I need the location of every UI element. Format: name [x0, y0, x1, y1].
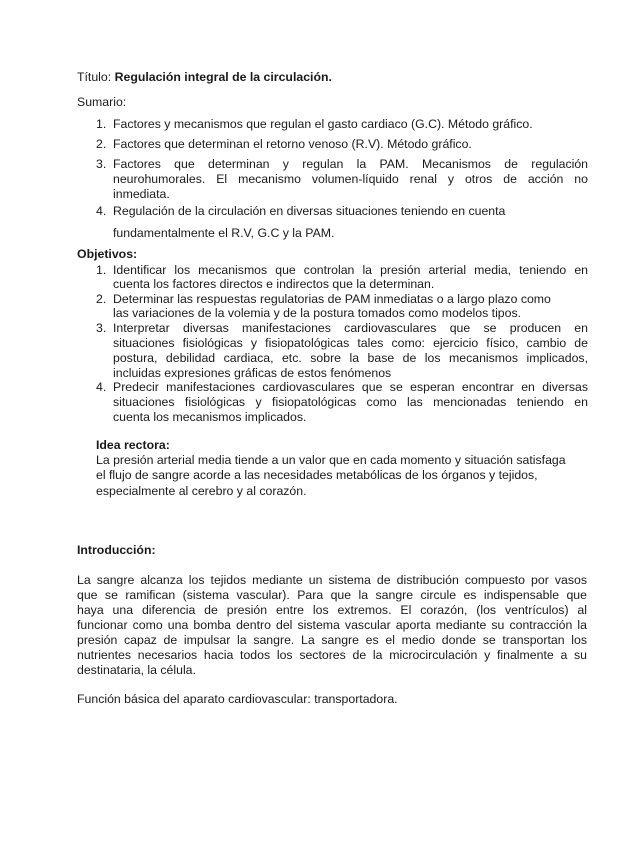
objetivos-heading: Objetivos:	[77, 247, 138, 261]
objetivo-1-line: cuenta los factores directos e indirectos que la determinan.	[113, 277, 435, 291]
idea-rectora-line: especialmente al cerebro y al corazón.	[96, 484, 307, 498]
introduccion-line: nutrientes necesarios hacia todos los sectores de la microcirculación y finalmente a su	[77, 648, 587, 662]
sumario-heading: Sumario:	[77, 95, 127, 109]
sumario-item-number: 3.	[96, 157, 107, 171]
objetivo-2-line: Determinar las respuestas regulatorias de PAM inmediatas o a largo plazo como	[113, 292, 551, 306]
sumario-item-number: 4.	[96, 204, 107, 218]
objetivo-3-line: incluidas expresiones gráficas de estos fenómenos	[113, 366, 392, 380]
introduccion-line: funcionar como una bomba dentro del sistema vascular aporta mediante su contracción la	[77, 618, 587, 632]
objetivo-3-line: situaciones fisiológicas y fisiopatológicas tales como: ejercicio físico, cambio de	[113, 336, 588, 350]
introduccion-line: que se ramifican (sistema vascular). Para que la sangre circule es indispensable que	[77, 588, 587, 602]
introduccion-line: presión capaz de impulsar la sangre. La sangre es el medio donde se transportan los	[77, 633, 587, 647]
sumario-item-4-line: fundamentalmente el R.V, G.C y la PAM.	[113, 226, 335, 240]
sumario-item-3-line: Factores que determinan y regulan la PAM. Mecanismos de regulación	[113, 157, 588, 171]
funcion-basica: Función básica del aparato cardiovascular: transportadora.	[77, 692, 398, 706]
objetivo-number: 3.	[96, 321, 107, 335]
sumario-item-number: 1.	[96, 117, 107, 131]
sumario-item-2: Factores que determinan el retorno venoso (R.V). Método gráfico.	[113, 137, 472, 151]
sumario-item-4-line: Regulación de la circulación en diversas situaciones teniendo en cuenta	[113, 204, 506, 218]
objetivo-3-line: postura, debilidad cardiaca, etc. sobre la base de los mecanismos implicados,	[113, 351, 588, 365]
sumario-item-1: Factores y mecanismos que regulan el gasto cardiaco (G.C). Método gráfico.	[113, 117, 533, 131]
sumario-item-3-line: inmediata.	[113, 187, 170, 201]
sumario-item-number: 2.	[96, 137, 107, 151]
objetivo-4-line: situaciones fisiológicas y fisiopatológicas como las mencionadas teniendo en	[113, 395, 588, 409]
introduccion-line: haya una diferencia de presión entre los extremos. El corazón, (los ventrículos) al	[77, 603, 587, 617]
document-title	[77, 70, 332, 85]
objetivo-number: 1.	[96, 263, 107, 277]
introduccion-heading: Introducción:	[77, 543, 156, 557]
idea-rectora-heading: Idea rectora:	[96, 438, 170, 452]
introduccion-line: destinataria, la célula.	[77, 663, 196, 677]
introduccion-line: La sangre alcanza los tejidos mediante un sistema de distribución compuesto por vasos	[77, 573, 587, 587]
objetivo-1-line: Identificar los mecanismos que controlan la presión arterial media, teniendo en	[113, 263, 588, 277]
idea-rectora-line: el flujo de sangre acorde a las necesidades metabólicas de los órganos y tejidos,	[96, 468, 538, 482]
sumario-item-3-line: neurohumorales. El mecanismo volumen-líquido renal y otros de acción no	[113, 172, 588, 186]
objetivo-number: 4.	[96, 380, 107, 394]
objetivo-number: 2.	[96, 292, 107, 306]
title-label: Título:	[77, 70, 112, 84]
objetivo-4-line: Predecir manifestaciones cardiovasculares que se esperan encontrar en diversas	[113, 380, 588, 394]
idea-rectora-line: La presión arterial media tiende a un valor que en cada momento y situación satisfaga	[96, 453, 566, 467]
objetivo-4-line: cuenta los mecanismos implicados.	[113, 410, 307, 424]
title-text: Regulación integral de la circulación.	[114, 70, 332, 84]
objetivo-2-line: las variaciones de la volemia y de la postura tomados como modelos tipos.	[113, 306, 522, 320]
objetivo-3-line: Interpretar diversas manifestaciones cardiovasculares que se producen en	[113, 321, 588, 335]
